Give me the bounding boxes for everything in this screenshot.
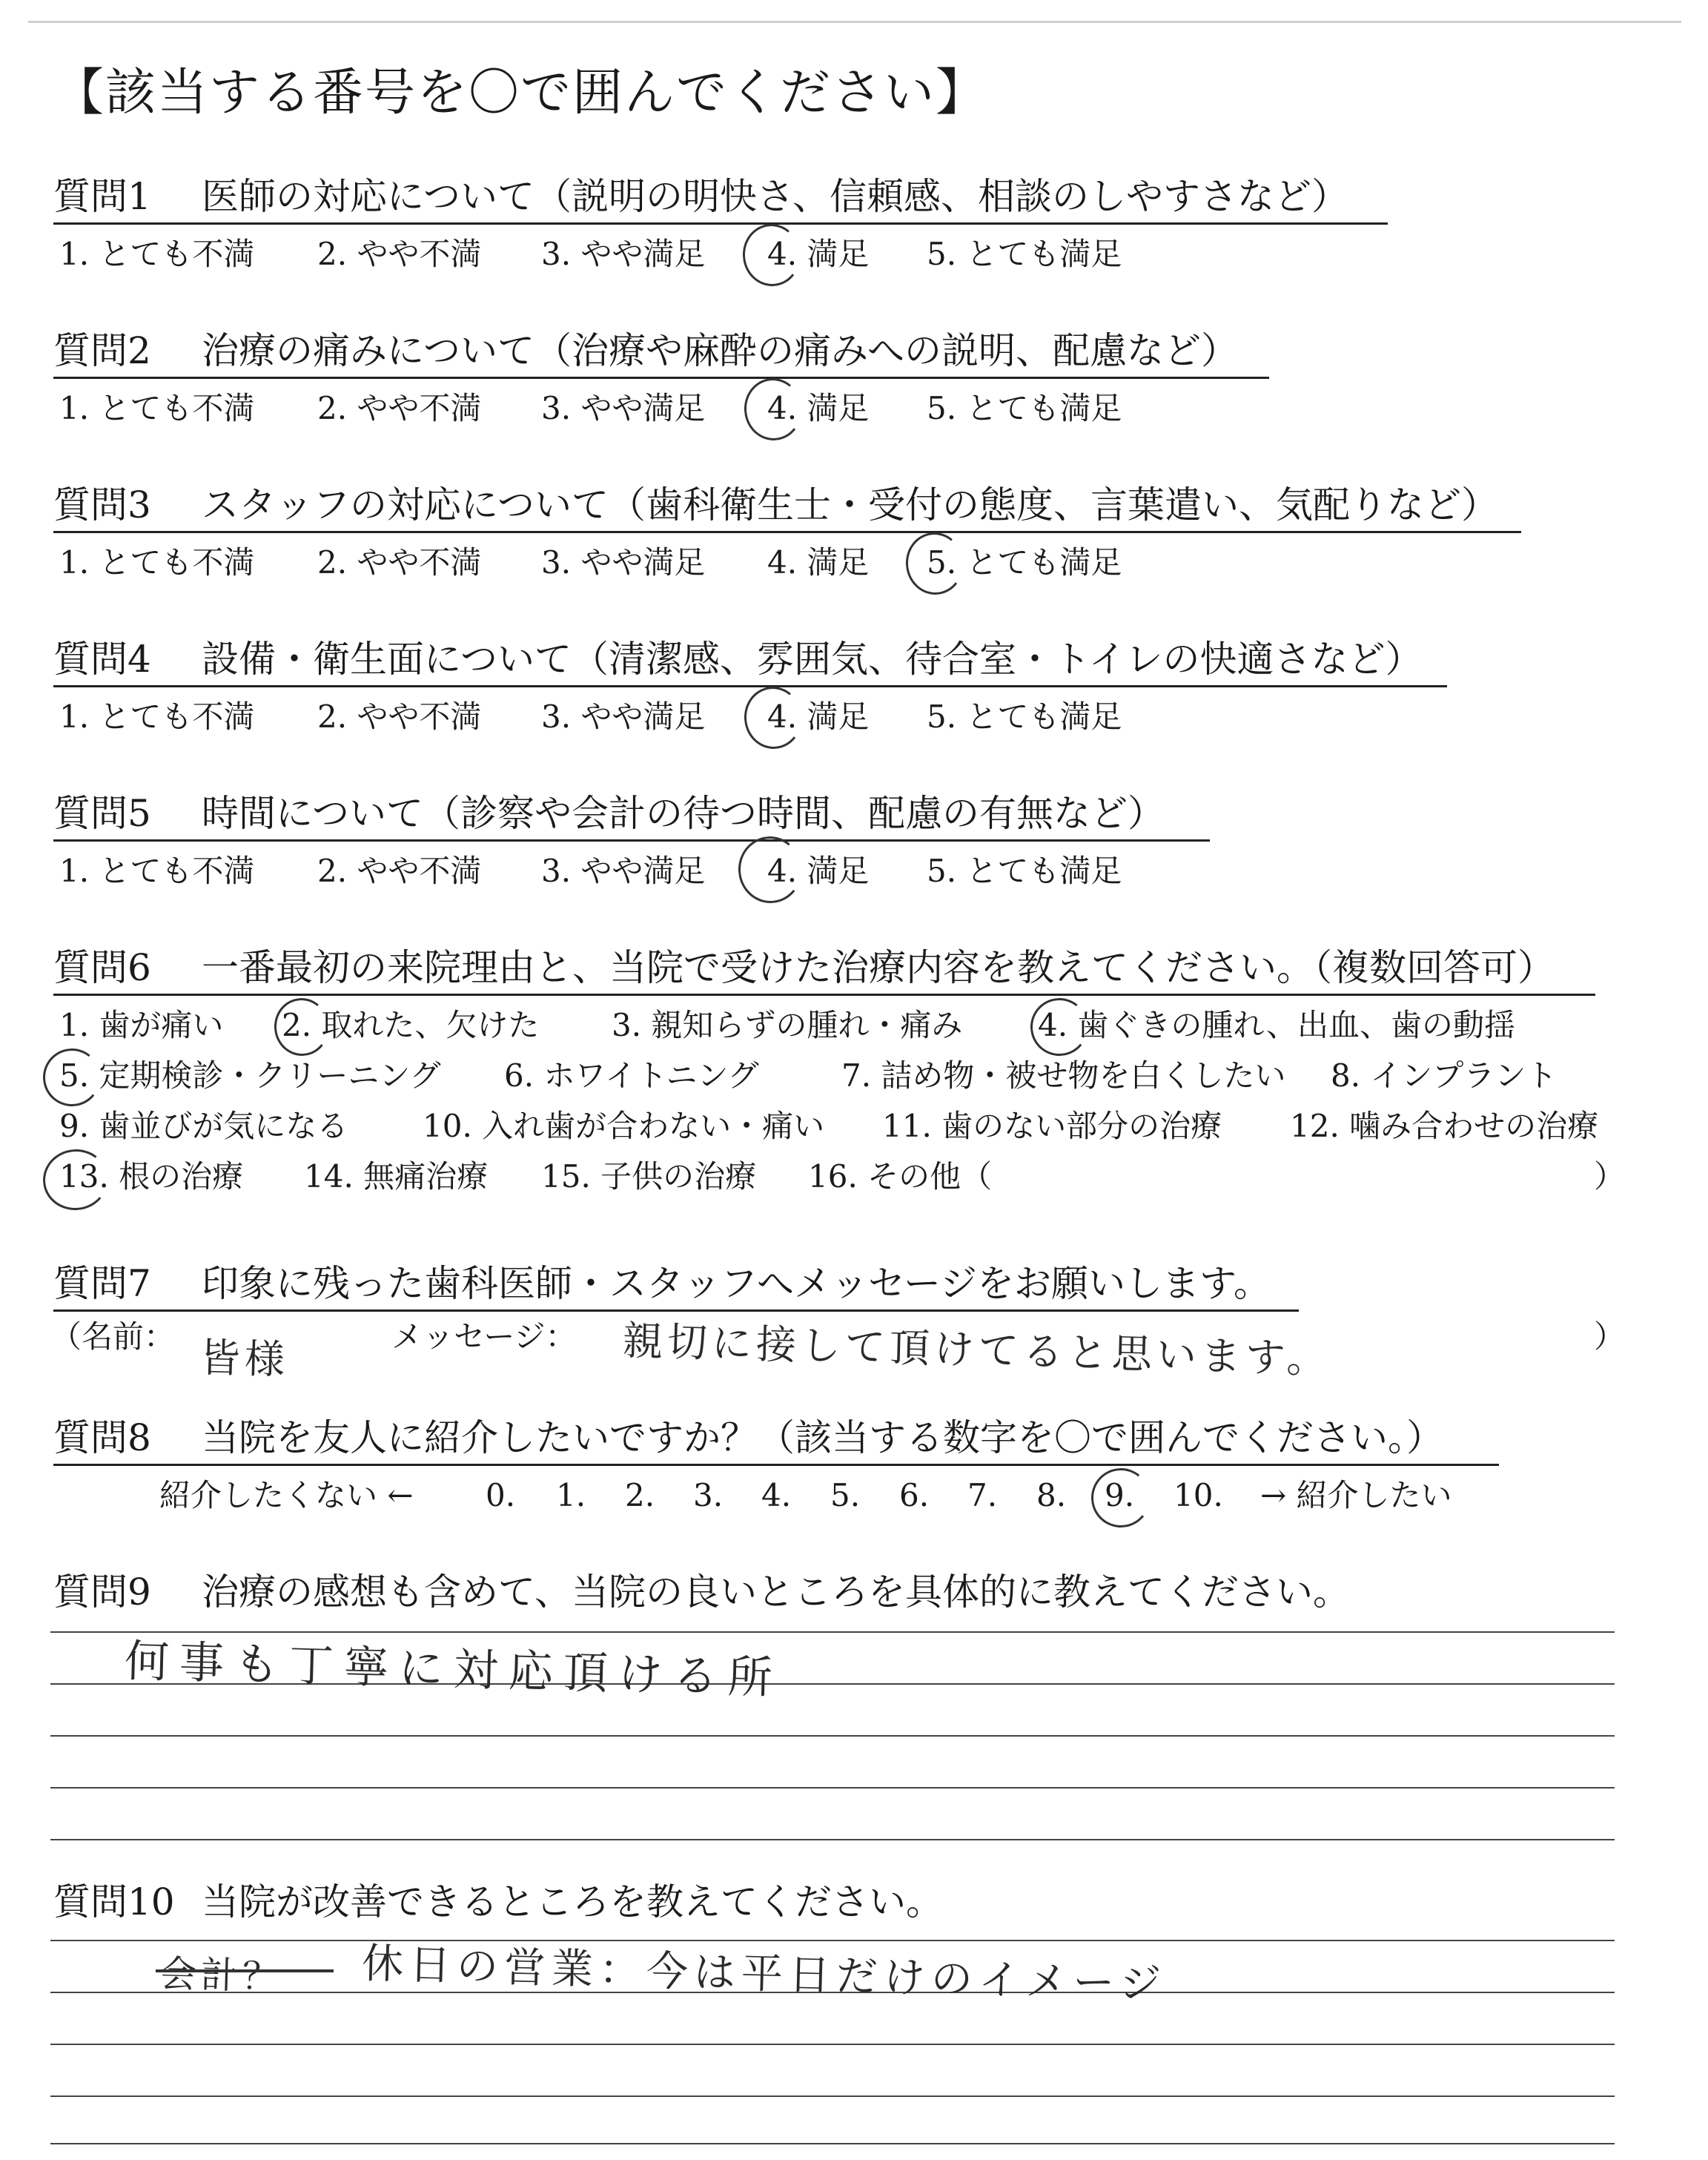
q10-answer-line-5 bbox=[50, 2143, 1615, 2144]
q4-option-2[interactable]: 2. やや不満 bbox=[317, 698, 482, 735]
q3-text: スタッフの対応について（歯科衛生士・受付の態度、言葉遣い、気配りなど） bbox=[202, 483, 1498, 526]
q3-option-5[interactable]: 5. とても満足 bbox=[927, 544, 1122, 581]
q8-scale-0[interactable]: 0. bbox=[486, 1477, 516, 1513]
q8-scale-2[interactable]: 2. bbox=[625, 1477, 655, 1513]
q5-title bbox=[53, 792, 1165, 835]
q1-text: 医師の対応について（説明の明快さ、信頼感、相談のしやすさなど） bbox=[202, 175, 1348, 218]
q6-option-14[interactable]: 14. 無痛治療 bbox=[304, 1158, 489, 1195]
q6-selected-circle-4 bbox=[1027, 995, 1091, 1059]
q6-selected-circle-13 bbox=[40, 1146, 111, 1214]
q7-number: 質問7 bbox=[53, 1262, 151, 1305]
q3-number: 質問3 bbox=[53, 483, 151, 526]
q1-option-1[interactable]: 1. とても不満 bbox=[59, 236, 255, 272]
q6-option-12[interactable]: 12. 噛み合わせの治療 bbox=[1290, 1108, 1599, 1144]
q2-option-5[interactable]: 5. とても満足 bbox=[927, 390, 1122, 426]
q1-option-2[interactable]: 2. やや不満 bbox=[317, 236, 482, 272]
q6-option-8[interactable]: 8. インプラント bbox=[1331, 1057, 1558, 1094]
q8-scale-1[interactable]: 1. bbox=[556, 1477, 586, 1513]
q4-underline bbox=[53, 685, 1447, 687]
q2-option-4[interactable]: 4. 満足 bbox=[767, 390, 870, 426]
q6-option-9[interactable]: 9. 歯並びが気になる bbox=[59, 1108, 348, 1144]
q6-option-10[interactable]: 10. 入れ歯が合わない・痛い bbox=[423, 1108, 825, 1144]
q9-text: 治療の感想も含めて、当院の良いところを具体的に教えてください。 bbox=[202, 1571, 1350, 1614]
q3-underline bbox=[53, 531, 1521, 533]
q9-number: 質問9 bbox=[53, 1571, 151, 1614]
q1-option-3[interactable]: 3. やや満足 bbox=[541, 236, 706, 272]
q6-option-1[interactable]: 1. 歯が痛い bbox=[59, 1007, 224, 1043]
q8-number: 質問8 bbox=[53, 1416, 151, 1459]
q8-title bbox=[53, 1416, 1443, 1459]
q10-struck-text: 会計？ bbox=[159, 1952, 285, 1999]
q6-selected-circle-5 bbox=[40, 1046, 104, 1109]
q7-close-paren: ） bbox=[1594, 1318, 1626, 1355]
q10-answer-line-4 bbox=[50, 2095, 1615, 2097]
q6-title bbox=[53, 946, 1555, 989]
q2-title bbox=[53, 329, 1238, 372]
q5-option-3[interactable]: 3. やや満足 bbox=[541, 853, 706, 889]
q9-answer[interactable]: 何事も丁寧に対応頂ける所 bbox=[124, 1635, 784, 1705]
q6-option-16[interactable]: 16. その他（ bbox=[808, 1158, 993, 1195]
q6-option-7[interactable]: 7. 詰め物・被せ物を白くしたい bbox=[841, 1057, 1286, 1094]
q2-selected-circle bbox=[741, 375, 805, 443]
q7-message-value[interactable]: 親切に接して頂けてると思います。 bbox=[622, 1317, 1332, 1383]
q3-selected-circle bbox=[903, 529, 967, 598]
q8-scale-10[interactable]: 10. bbox=[1174, 1477, 1223, 1513]
q6-selected-circle-2 bbox=[271, 995, 332, 1058]
q1-number: 質問1 bbox=[53, 175, 151, 218]
q5-selected-circle bbox=[735, 833, 806, 906]
q4-option-4[interactable]: 4. 満足 bbox=[767, 698, 870, 735]
q5-option-5[interactable]: 5. とても満足 bbox=[927, 853, 1122, 889]
q8-scale-4[interactable]: 4. bbox=[761, 1477, 792, 1513]
q7-text: 印象に残った歯科医師・スタッフへメッセージをお願いします。 bbox=[202, 1262, 1271, 1305]
q6-number: 質問6 bbox=[53, 946, 151, 989]
q8-left-label: 紹介したくない ← bbox=[159, 1477, 414, 1513]
q7-name-label: （名前： bbox=[50, 1318, 176, 1355]
q6-text: 一番最初の来院理由と、当院で受けた治療内容を教えてください。（複数回答可） bbox=[202, 946, 1555, 989]
q2-option-1[interactable]: 1. とても不満 bbox=[59, 390, 255, 426]
q2-option-3[interactable]: 3. やや満足 bbox=[541, 390, 706, 426]
q8-selected-circle bbox=[1088, 1465, 1153, 1530]
q8-scale-5[interactable]: 5. bbox=[830, 1477, 861, 1513]
q3-option-1[interactable]: 1. とても不満 bbox=[59, 544, 255, 581]
q6-option-11[interactable]: 11. 歯のない部分の治療 bbox=[882, 1108, 1222, 1144]
q9-title bbox=[53, 1571, 1350, 1614]
q8-right-label: → 紹介したい bbox=[1260, 1477, 1452, 1513]
q8-scale-7[interactable]: 7. bbox=[967, 1477, 998, 1513]
q6-option-2[interactable]: 2. 取れた、欠けた bbox=[282, 1007, 540, 1043]
q5-text: 時間について（診察や会計の待つ時間、配慮の有無など） bbox=[202, 792, 1165, 835]
q8-scale-8[interactable]: 8. bbox=[1036, 1477, 1067, 1513]
q2-number: 質問2 bbox=[53, 329, 151, 372]
q4-option-1[interactable]: 1. とても不満 bbox=[59, 698, 255, 735]
q10-answer[interactable]: 休日の営業：今は平日だけのイメージ bbox=[361, 1939, 1168, 2009]
q4-title bbox=[53, 638, 1423, 681]
q6-option-4[interactable]: 4. 歯ぐきの腫れ、出血、歯の動揺 bbox=[1038, 1007, 1515, 1043]
q3-option-4[interactable]: 4. 満足 bbox=[767, 544, 870, 581]
q3-option-2[interactable]: 2. やや不満 bbox=[317, 544, 482, 581]
q10-strikethrough bbox=[156, 1969, 334, 1972]
q8-scale-3[interactable]: 3. bbox=[693, 1477, 724, 1513]
q10-title bbox=[53, 1880, 943, 1923]
q1-underline bbox=[53, 222, 1388, 225]
q9-answer-line-5 bbox=[50, 1839, 1615, 1840]
q5-option-2[interactable]: 2. やや不満 bbox=[317, 853, 482, 889]
q6-option-5[interactable]: 5. 定期検診・クリーニング bbox=[59, 1057, 441, 1094]
q4-text: 設備・衛生面について（清潔感、雰囲気、待合室・トイレの快適さなど） bbox=[202, 638, 1423, 681]
q8-text: 当院を友人に紹介したいですか？（該当する数字を〇で囲んでください。） bbox=[202, 1416, 1443, 1459]
q3-option-3[interactable]: 3. やや満足 bbox=[541, 544, 706, 581]
q8-scale-6[interactable]: 6. bbox=[899, 1477, 930, 1513]
q1-option-4[interactable]: 4. 満足 bbox=[767, 236, 870, 272]
q1-option-5[interactable]: 5. とても満足 bbox=[927, 236, 1122, 272]
q5-underline bbox=[53, 839, 1210, 842]
q5-option-4[interactable]: 4. 満足 bbox=[767, 853, 870, 889]
q7-name-value[interactable]: 皆様 bbox=[199, 1334, 290, 1384]
q5-number: 質問5 bbox=[53, 792, 151, 835]
q6-option-6[interactable]: 6. ホワイトニング bbox=[504, 1057, 759, 1094]
q2-underline bbox=[53, 377, 1269, 379]
q9-answer-line-3 bbox=[50, 1735, 1615, 1737]
q3-title bbox=[53, 483, 1498, 526]
q4-option-3[interactable]: 3. やや満足 bbox=[541, 698, 706, 735]
q6-option-3[interactable]: 3. 親知らずの腫れ・痛み bbox=[612, 1007, 963, 1043]
q10-text: 当院が改善できるところを教えてください。 bbox=[202, 1880, 943, 1923]
q4-number: 質問4 bbox=[53, 638, 151, 681]
q10-answer-line-1 bbox=[50, 1940, 1615, 1941]
q2-option-2[interactable]: 2. やや不満 bbox=[317, 390, 482, 426]
q7-message-label: メッセージ： bbox=[391, 1318, 577, 1355]
q1-selected-circle bbox=[740, 221, 804, 289]
page-heading: 【該当する番号を〇で囲んでください】 bbox=[53, 64, 988, 122]
q2-text: 治療の痛みについて（治療や麻酔の痛みへの説明、配慮など） bbox=[202, 329, 1238, 372]
q4-selected-circle bbox=[741, 684, 805, 752]
q1-title bbox=[53, 175, 1348, 218]
q10-answer-line-3 bbox=[50, 2044, 1615, 2045]
q8-scale-9[interactable]: 9. bbox=[1105, 1477, 1135, 1513]
q10-number: 質問10 bbox=[53, 1880, 175, 1923]
q7-title bbox=[53, 1262, 1271, 1305]
q6-option-15[interactable]: 15. 子供の治療 bbox=[541, 1158, 757, 1195]
q5-option-1[interactable]: 1. とても不満 bbox=[59, 853, 255, 889]
q4-option-5[interactable]: 5. とても満足 bbox=[927, 698, 1122, 735]
q6-underline bbox=[53, 994, 1595, 996]
q6-other-close: ） bbox=[1594, 1158, 1626, 1195]
q6-option-13[interactable]: 13. 根の治療 bbox=[59, 1158, 244, 1195]
q9-answer-line-4 bbox=[50, 1787, 1615, 1789]
q8-underline bbox=[53, 1464, 1499, 1466]
top-border bbox=[28, 21, 1681, 23]
